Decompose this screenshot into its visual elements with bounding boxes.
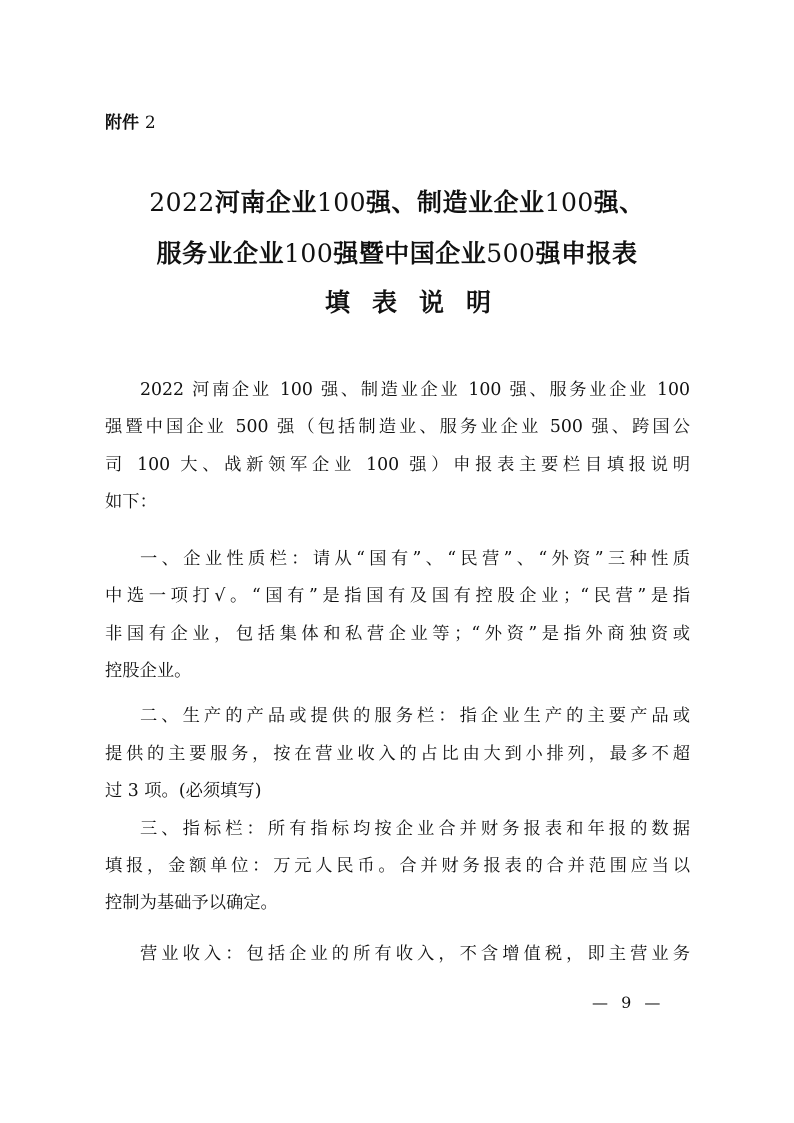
body-line: 营业收入：包括企业的所有收入，不含增值税，即主营业务 (140, 944, 690, 964)
body-line: 司 100 大、战新领军企业 100 强）申报表主要栏目填报说明 (105, 455, 690, 475)
body-line: 2022 河南企业 100 强、制造业企业 100 强、服务业企业 100 (140, 380, 690, 400)
body-line: 中选一项打√。“国有”是指国有及国有控股企业；“民营”是指 (105, 586, 690, 606)
title-year: 2022 (149, 188, 215, 217)
body-line: 如下： (105, 492, 157, 512)
body-line: 一、企业性质栏：请从“国有”、“民营”、“外资”三种性质 (140, 549, 690, 569)
title-line-1 (0, 190, 794, 215)
body-line: 强暨中国企业 500 强（包括制造业、服务业企业 500 强、跨国公 (105, 417, 690, 437)
body-line: 非国有企业，包括集体和私营企业等；“外资”是指外商独资或 (105, 624, 690, 644)
body-line: 控制为基础予以确定。 (105, 893, 278, 913)
title-text: 强申报表 (535, 239, 638, 268)
body-line: 填报，金额单位：万元人民币。合并财务报表的合并范围应当以 (105, 856, 690, 876)
title-number: 100 (316, 188, 367, 217)
title-text: 强暨中国企业 (333, 239, 487, 268)
attachment-text: 附件 (105, 113, 139, 133)
page-number: — 9 — (592, 993, 665, 1012)
title-line-2 (0, 241, 794, 266)
title-number: 500 (486, 239, 536, 268)
title-number: 100 (544, 188, 594, 217)
title-text: 服务业企业 (156, 239, 285, 268)
body-line: 提供的主要服务，按在营业收入的占比由大到小排列，最多不超 (105, 744, 690, 764)
body-line: 二、生产的产品或提供的服务栏：指企业生产的主要产品或 (140, 706, 690, 726)
body-line: 过 3 项。(必须填写) (105, 781, 262, 801)
attachment-label (105, 108, 156, 133)
title-line-3: 填表说明 (324, 288, 513, 317)
title-text: 强、制造业企业 (366, 188, 545, 217)
title-text: 强、 (593, 188, 645, 217)
body-line: 控股企业。 (105, 661, 192, 681)
attachment-number: 2 (144, 113, 156, 133)
title-text: 河南企业 (214, 188, 317, 217)
title-number: 100 (284, 239, 334, 268)
body-line: 三、指标栏：所有指标均按企业合并财务报表和年报的数据 (140, 819, 690, 839)
